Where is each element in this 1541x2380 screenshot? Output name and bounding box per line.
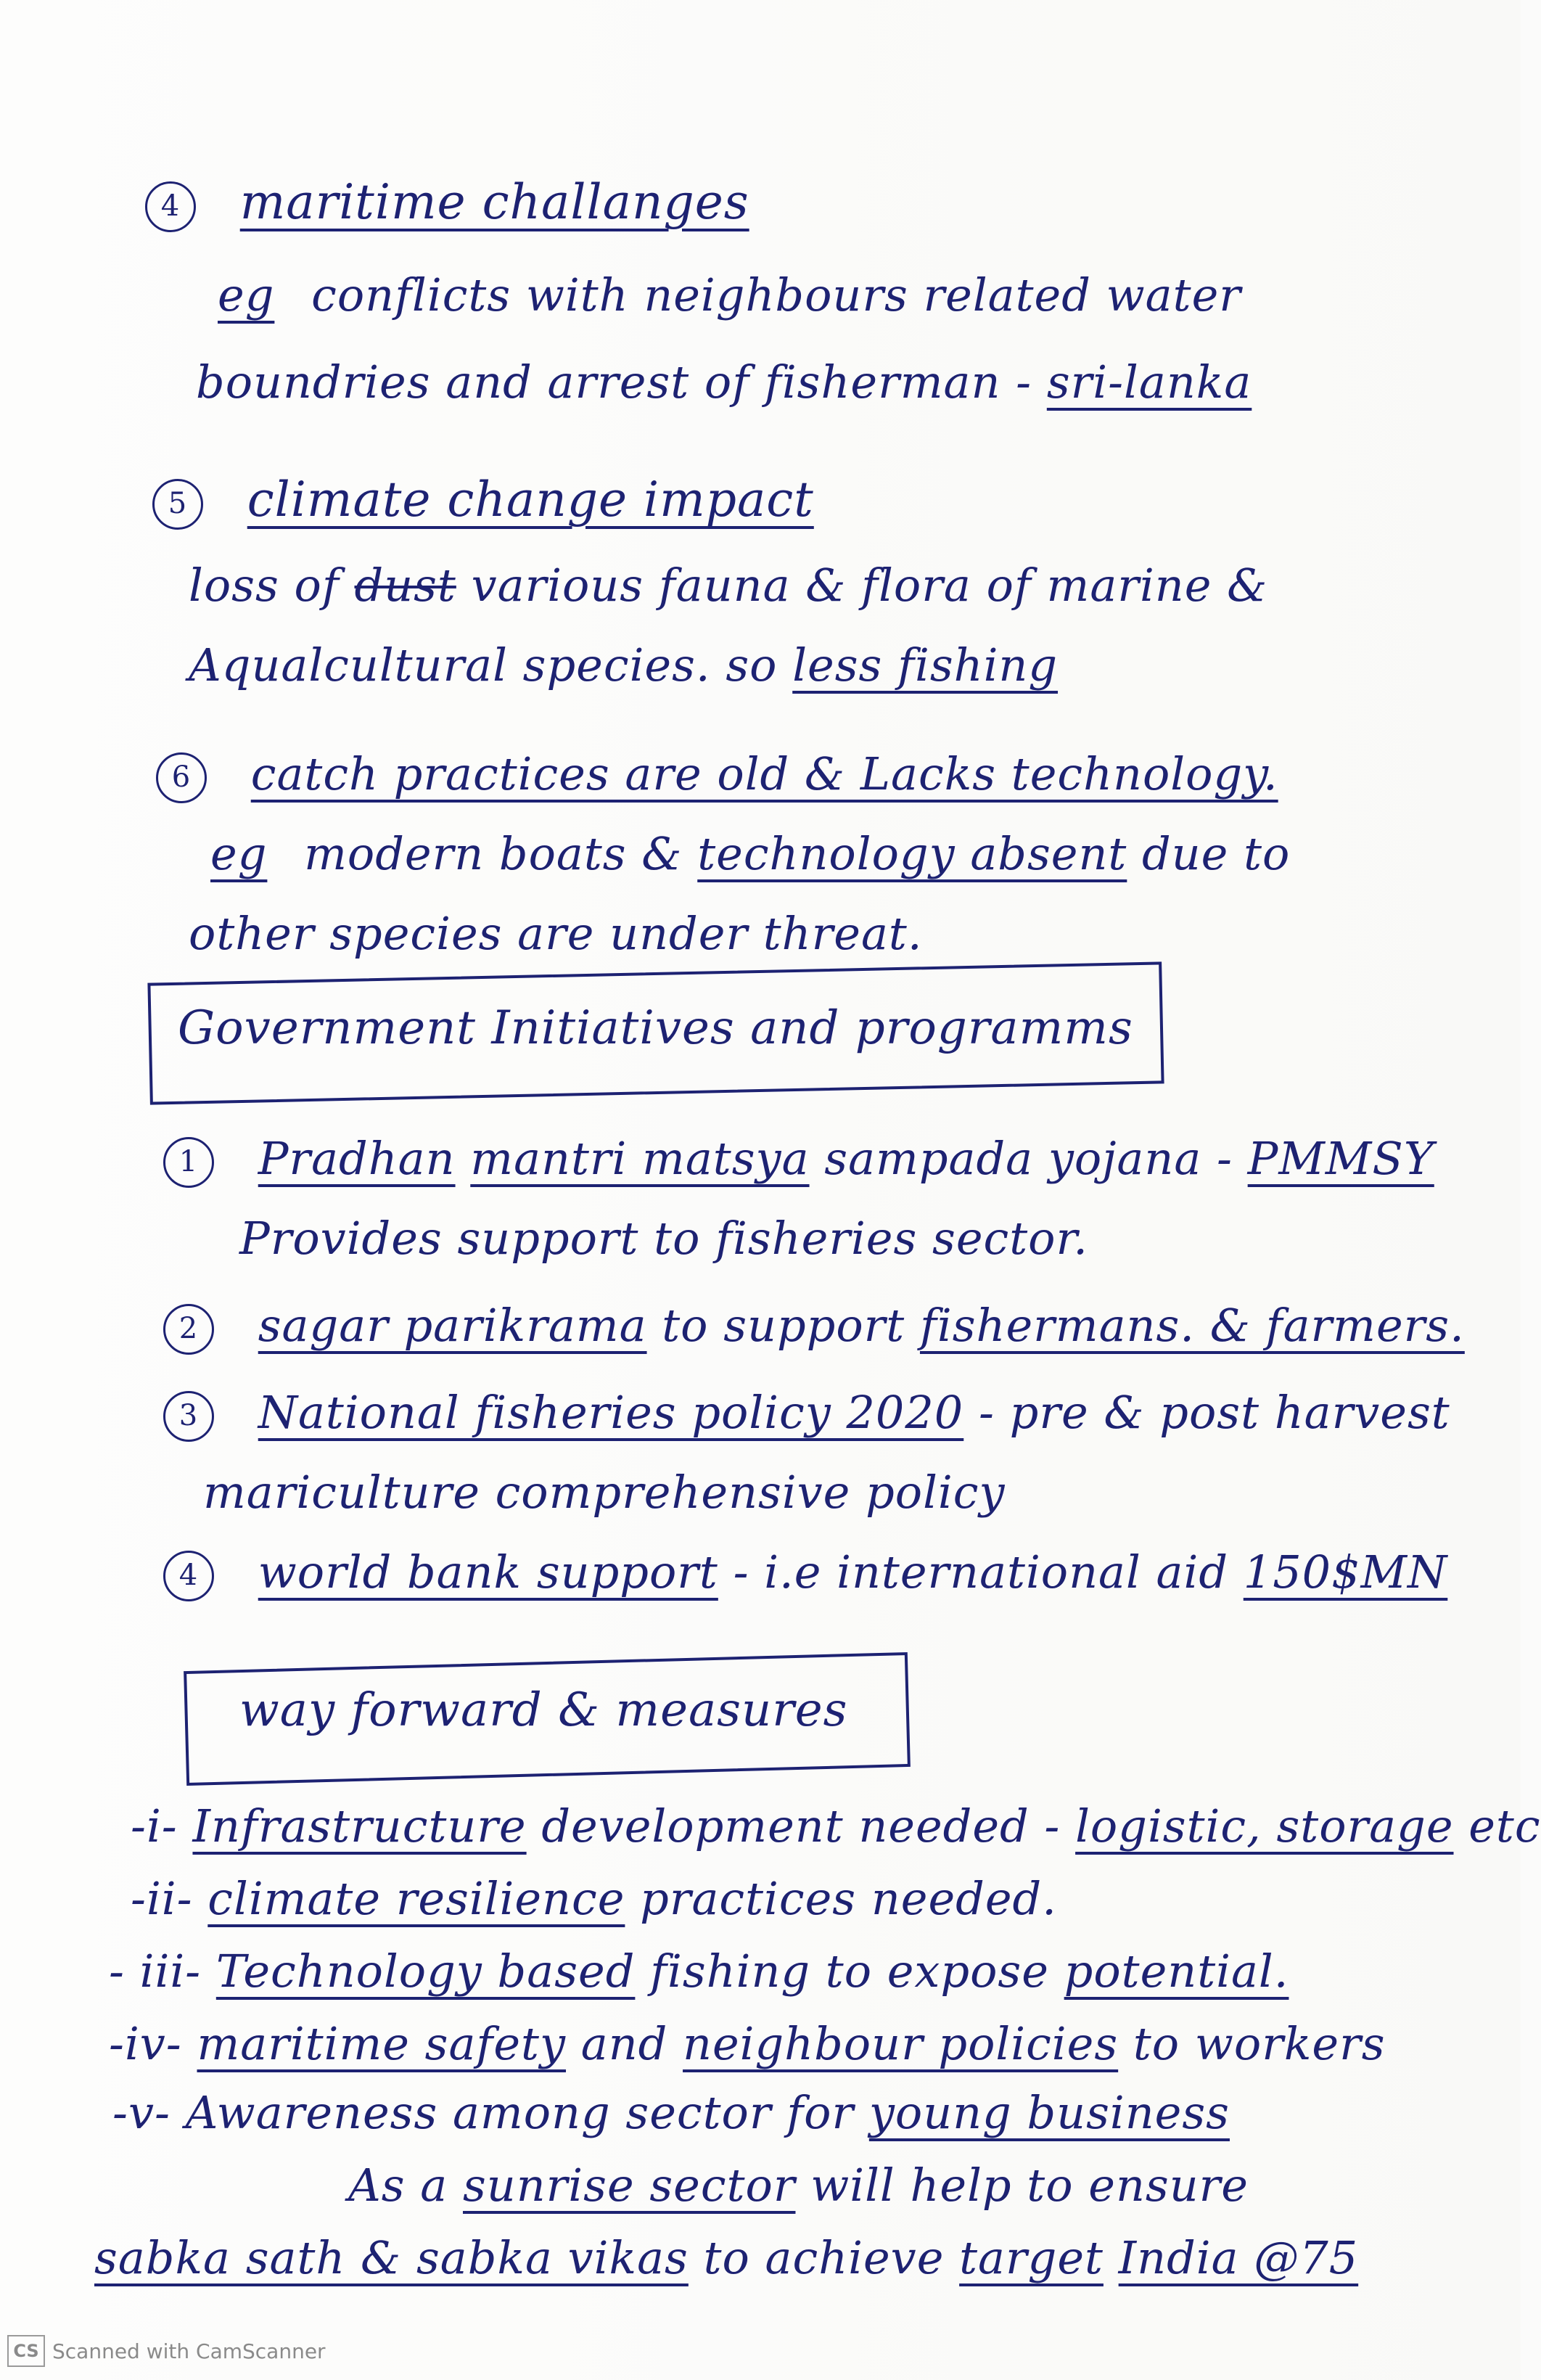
emphasis: target — [959, 2231, 1104, 2284]
emphasis: potential. — [1064, 1945, 1289, 1998]
roman-numeral: -iv- — [109, 2017, 182, 2070]
emphasis: sunrise sector — [462, 2159, 796, 2212]
measure-name: maritime safety — [197, 2017, 567, 2070]
maritime-line-2 — [196, 356, 1252, 409]
emphasis: neighbour policies — [683, 2017, 1119, 2070]
gov-item-2 — [163, 1299, 1465, 1355]
way-item-5 — [112, 2086, 1230, 2139]
gov-item-4 — [163, 1546, 1447, 1601]
text: modern boats & — [304, 827, 683, 880]
catch-heading-line — [156, 747, 1278, 803]
catch-line-1 — [210, 827, 1290, 880]
text: due to — [1142, 827, 1291, 880]
amount: 150$MN — [1243, 1546, 1448, 1599]
roman-numeral: -v- — [112, 2086, 170, 2139]
text: As a — [348, 2159, 448, 2212]
camscanner-logo-icon: CS — [7, 2335, 45, 2367]
eg-label: eg — [218, 268, 275, 321]
climate-line-1 — [189, 559, 1267, 612]
text: and — [580, 2017, 668, 2070]
gov-item-1-line-2 — [239, 1212, 1088, 1265]
scheme-name: sagar parikrama — [258, 1299, 647, 1352]
climate-line-2 — [189, 639, 1058, 692]
gov-title: Government Initiatives and programms — [178, 1001, 1133, 1055]
way-item-1 — [131, 1800, 1541, 1852]
text: various fauna & flora of marine & — [471, 559, 1268, 612]
eg-label: eg — [210, 827, 268, 880]
item-number: 3 — [163, 1391, 214, 1442]
climate-heading: climate change impact — [247, 472, 814, 528]
maritime-heading: maritime challanges — [239, 174, 749, 230]
text: - i.e international aid — [733, 1546, 1229, 1599]
emphasis: less fishing — [792, 639, 1059, 692]
text: fishing to expose — [650, 1945, 1049, 1998]
beneficiaries: fishermans. & farmers. — [919, 1299, 1465, 1352]
text: practices needed. — [640, 1872, 1057, 1925]
roman-numeral: -ii- — [131, 1872, 193, 1925]
measure-name: Infrastructure — [192, 1800, 527, 1852]
emphasis: young business — [868, 2086, 1230, 2139]
way-item-4 — [109, 2017, 1386, 2070]
text: Aqualcultural species. so — [189, 639, 778, 692]
item-number: 4 — [163, 1551, 214, 1601]
text: to workers — [1133, 2017, 1386, 2070]
item-number: 6 — [156, 752, 207, 803]
scheme-name: Pradhan — [258, 1132, 456, 1185]
conclusion-line-2 — [94, 2231, 1358, 2284]
text: etc — [1468, 1800, 1541, 1852]
roman-numeral: -i- — [131, 1800, 178, 1852]
text: will help to ensure — [810, 2159, 1249, 2212]
conclusion-line-1 — [348, 2159, 1249, 2212]
gov-item-3-line-2 — [203, 1466, 1006, 1519]
target-name: India @75 — [1118, 2231, 1359, 2284]
item-number: 1 — [163, 1137, 214, 1188]
text: loss of — [189, 559, 340, 612]
program-name: world bank support — [258, 1546, 718, 1599]
text: conflicts with neighbours related water — [311, 268, 1241, 321]
measure-name: Technology based — [215, 1945, 636, 1998]
text: boundries and arrest of fisherman - — [196, 356, 1047, 409]
emphasis: logistic, storage — [1075, 1800, 1454, 1852]
maritime-heading-line — [145, 174, 749, 232]
text: Awareness among sector for — [185, 2086, 855, 2139]
gov-item-3 — [163, 1386, 1450, 1442]
emphasis: technology absent — [697, 827, 1127, 880]
way-item-2 — [131, 1872, 1057, 1925]
way-item-3 — [109, 1945, 1289, 1998]
text: - pre & post harvest — [978, 1386, 1450, 1439]
catch-heading: catch practices are old & Lacks technology. — [250, 747, 1278, 800]
item-number: 5 — [152, 479, 203, 530]
text: other species are under threat. — [189, 907, 923, 960]
gov-item-1 — [163, 1132, 1434, 1188]
item-number: 2 — [163, 1304, 214, 1355]
watermark-text: Scanned with CamScanner — [52, 2339, 326, 2363]
struck-word: dust — [354, 559, 456, 612]
scheme-abbrev: PMMSY — [1247, 1132, 1434, 1185]
item-number: 4 — [145, 181, 196, 232]
scheme-name: mantri matsya — [470, 1132, 810, 1185]
climate-heading-line — [152, 472, 814, 530]
roman-numeral: - iii- — [109, 1945, 202, 1998]
text: to support — [662, 1299, 905, 1352]
text: development needed - — [541, 1800, 1061, 1852]
policy-name: National fisheries policy 2020 — [258, 1386, 964, 1439]
camscanner-watermark — [7, 2335, 326, 2367]
text: Provides support to fisheries sector. — [239, 1212, 1089, 1265]
measure-name: climate resilience — [207, 1872, 625, 1925]
text: sampada yojana - — [824, 1132, 1233, 1185]
catch-line-2 — [189, 907, 923, 960]
text: mariculture comprehensive policy — [203, 1466, 1006, 1519]
slogan: sabka sath & sabka vikas — [94, 2231, 689, 2284]
way-title: way forward & measures — [239, 1683, 848, 1737]
maritime-line-1 — [218, 268, 1241, 321]
text: to achieve — [703, 2231, 945, 2284]
place-name: sri-lanka — [1046, 356, 1252, 409]
